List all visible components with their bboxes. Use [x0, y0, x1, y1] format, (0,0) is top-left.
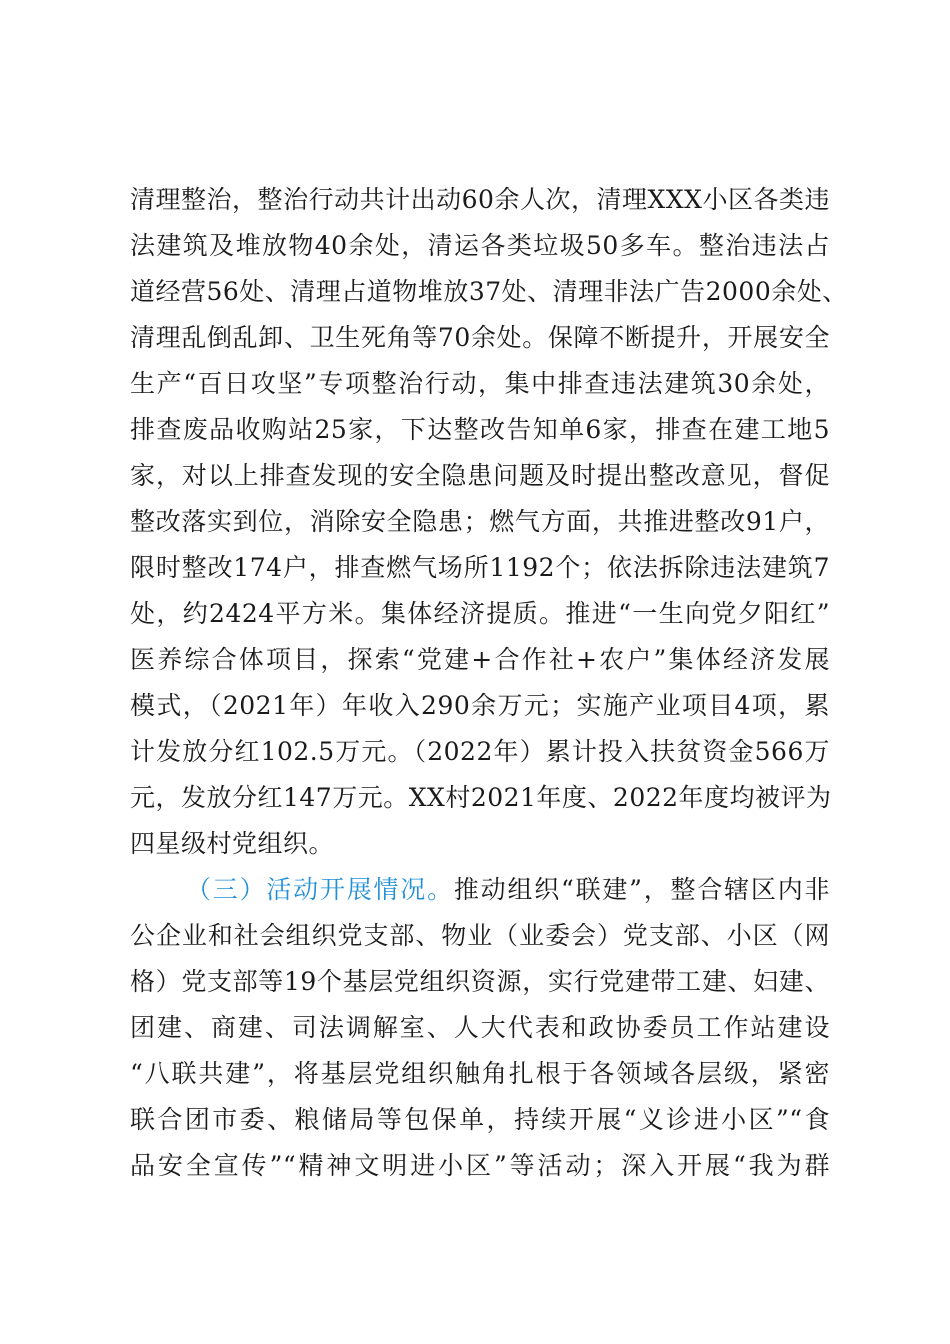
paragraph-2-line-4: 团建、商建、司法调解室、人大代表和政协委员工作站建设 [130, 1013, 830, 1042]
paragraph-1-line-13: 计发放分红102.5万元。（2022年）累计投入扶贫资金566万 [130, 737, 830, 766]
paragraph-1-line-14: 元，发放分红147万元。XX村2021年度、2022年度均被评为 [130, 783, 832, 812]
paragraph-1-line-2: 法建筑及堆放物40余处，清运各类垃圾50多车。整治违法占 [130, 231, 830, 260]
paragraph-1-line-1: 清理整治，整治行动共计出动60余人次，清理XXX小区各类违 [130, 185, 830, 214]
paragraph-2-line-2: 公企业和社会组织党支部、物业（业委会）党支部、小区（网 [130, 921, 830, 950]
paragraph-1-line-15: 四星级村党组织。 [130, 829, 335, 858]
paragraph-1-line-7: 家，对以上排查发现的安全隐患问题及时提出整改意见，督促 [130, 461, 830, 490]
paragraph-1-line-11: 医养综合体项目，探索“党建+合作社+农户”集体经济发展 [130, 645, 830, 674]
paragraph-1-line-5: 生产“百日攻坚”专项整治行动，集中排查违法建筑30余处， [130, 369, 830, 398]
paragraph-1-line-12: 模式，（2021年）年收入290余万元；实施产业项目4项，累 [130, 691, 830, 720]
paragraph-1-line-8: 整改落实到位，消除安全隐患；燃气方面，共推进整改91户， [130, 507, 830, 536]
section-heading: （三）活动开展情况。 [186, 875, 454, 904]
paragraph-1-line-3: 道经营56处、清理占道物堆放37处、清理非法广告2000余处、 [130, 277, 848, 306]
paragraph-1-line-10: 处，约2424平方米。集体经济提质。推进“一生向党夕阳红” [130, 599, 830, 628]
paragraph-2-first-line-text: 推动组织“联建”，整合辖区内非 [453, 875, 830, 904]
paragraph-2-line-7: 品安全宣传”“精神文明进小区”等活动；深入开展“我为群 [130, 1151, 830, 1180]
paragraph-2-first-line [186, 870, 830, 910]
paragraph-2-line-5: “八联共建”，将基层党组织触角扎根于各领域各层级，紧密 [130, 1059, 830, 1088]
paragraph-1-line-9: 限时整改174户，排查燃气场所1192个；依法拆除违法建筑7 [130, 553, 830, 582]
paragraph-1-line-4: 清理乱倒乱卸、卫生死角等70余处。保障不断提升，开展安全 [130, 323, 830, 352]
paragraph-1-line-6: 排查废品收购站25家，下达整改告知单6家，排查在建工地5 [130, 415, 830, 444]
paragraph-2-line-3: 格）党支部等19个基层党组织资源，实行党建带工建、妇建、 [130, 967, 830, 996]
paragraph-2-line-6: 联合团市委、粮储局等包保单，持续开展“义诊进小区”“食 [130, 1105, 830, 1134]
